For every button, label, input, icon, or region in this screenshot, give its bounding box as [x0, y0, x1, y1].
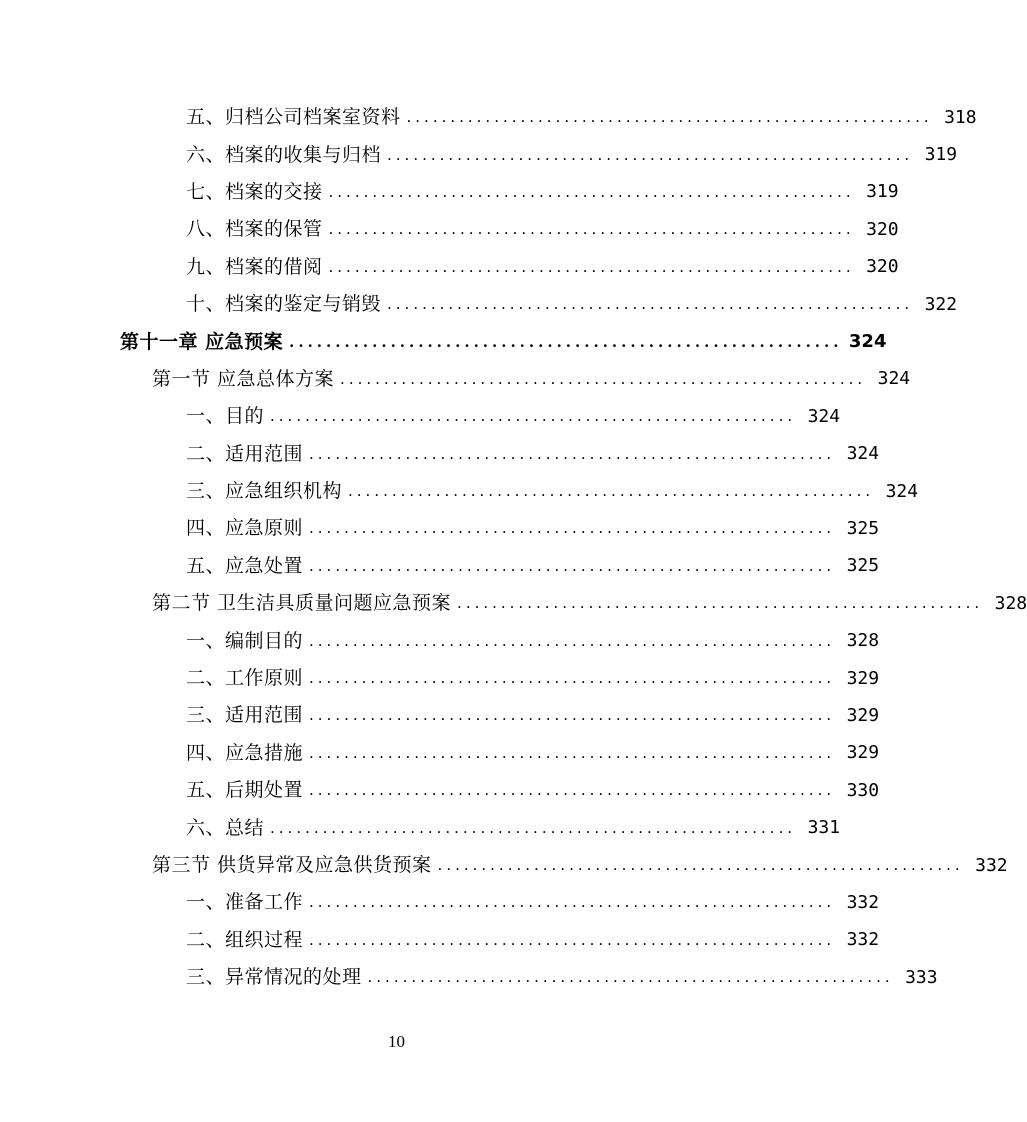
toc-entry-page: 324	[846, 443, 880, 465]
toc-entry-page: 324	[848, 331, 887, 353]
toc-item-entry	[0, 211, 899, 248]
toc-dot-leader: ............................................................	[348, 482, 875, 501]
toc-dot-leader: ............................................................	[309, 444, 836, 463]
toc-dot-leader: ............................................................	[328, 182, 855, 201]
toc-entry-page: 332	[846, 891, 880, 913]
toc-section-entry	[0, 847, 1008, 884]
toc-entry-page: 322	[924, 293, 958, 315]
toc-section-entry	[0, 585, 1027, 622]
toc-entry-page: 324	[807, 405, 841, 427]
toc-entry-title: 一、编制目的	[186, 629, 304, 652]
toc-entry-title: 五、后期处置	[186, 779, 304, 802]
toc-entry-title: 三、适用范围	[186, 704, 304, 727]
toc-entry-page: 329	[846, 742, 880, 764]
toc-entry-title: 四、应急原则	[186, 517, 304, 540]
toc-entry-page: 329	[846, 704, 880, 726]
toc-dot-leader: ............................................................	[270, 407, 797, 426]
toc-item-entry	[0, 136, 958, 173]
toc-item-entry	[0, 436, 880, 473]
toc-dot-leader: ............................................................	[309, 519, 836, 538]
toc-entry-title: 六、档案的收集与归档	[186, 143, 382, 166]
toc-entry-title: 一、准备工作	[186, 891, 304, 914]
toc-item-entry	[0, 398, 841, 435]
toc-entry-page: 320	[866, 256, 899, 278]
toc-item-entry	[0, 809, 841, 846]
toc-item-entry	[0, 697, 880, 734]
toc-entry-title: 六、总结	[186, 816, 265, 839]
toc-entry-page: 332	[975, 854, 1008, 876]
toc-dot-leader: ............................................................	[328, 257, 855, 276]
toc-entry-page: 333	[905, 966, 938, 988]
toc-entry-page: 318	[944, 106, 977, 128]
toc-entry-page: 332	[846, 929, 880, 951]
toc-item-entry	[0, 473, 919, 510]
toc-entry-title: 九、档案的借阅	[186, 255, 323, 278]
toc-entry-title: 五、归档公司档案室资料	[186, 106, 401, 129]
toc-entry-title: 十、档案的鉴定与销毁	[186, 293, 382, 316]
toc-item-entry	[0, 622, 880, 659]
toc-entry-title: 五、应急处置	[186, 554, 304, 577]
toc-entry-page: 319	[924, 144, 958, 166]
toc-item-entry	[0, 772, 880, 809]
toc-dot-leader: ............................................................	[437, 856, 964, 874]
toc-item-entry	[0, 174, 899, 211]
toc-entry-page: 325	[846, 555, 880, 577]
toc-entry-page: 325	[846, 517, 880, 539]
toc-dot-leader: ............................................................	[309, 893, 836, 912]
toc-dot-leader: ............................................................	[309, 706, 836, 725]
toc-dot-leader: ............................................................	[309, 631, 836, 650]
toc-entry-page: 329	[846, 667, 880, 689]
toc-entry-page: 320	[866, 218, 899, 240]
toc-entry-title: 一、目的	[186, 405, 265, 428]
page-number: 10	[388, 1032, 405, 1051]
toc-entry-page: 331	[807, 817, 841, 839]
toc-dot-leader: ............................................................	[270, 818, 797, 837]
toc-item-entry	[0, 884, 880, 921]
toc-entry-title: 二、组织过程	[186, 928, 304, 951]
toc-entry-page: 324	[885, 480, 919, 502]
toc-item-entry	[0, 922, 880, 959]
toc-entry-title: 四、应急措施	[186, 741, 304, 764]
toc-entry-page: 328	[846, 630, 880, 652]
toc-dot-leader: ............................................................	[340, 369, 867, 388]
toc-entry-title: 第十一章 应急预案	[120, 330, 284, 353]
toc-entry-title: 八、档案的保管	[186, 218, 323, 241]
toc-dot-leader: ............................................................	[387, 145, 914, 164]
toc-item-entry	[0, 735, 880, 772]
toc-dot-leader: ............................................................	[309, 556, 836, 575]
toc-chapter-entry	[0, 323, 887, 360]
toc-entry-title: 第一节 应急总体方案	[152, 367, 335, 390]
toc-entry-page: 319	[866, 181, 899, 203]
toc-entry-title: 二、适用范围	[186, 442, 304, 465]
toc-dot-leader: ............................................................	[289, 332, 843, 351]
toc-dot-leader: ............................................................	[406, 108, 933, 127]
toc-dot-leader: ............................................................	[328, 220, 855, 239]
toc-entry-title: 第二节 卫生洁具质量问题应急预案	[152, 592, 452, 615]
toc-entry-title: 七、档案的交接	[186, 180, 323, 203]
table-of-contents	[0, 99, 1027, 996]
toc-item-entry	[0, 510, 880, 547]
toc-item-entry	[0, 548, 880, 585]
toc-item-entry	[0, 660, 880, 697]
toc-item-entry	[0, 286, 958, 323]
toc-item-entry	[0, 959, 938, 996]
toc-entry-title: 三、异常情况的处理	[186, 966, 362, 989]
toc-entry-page: 324	[877, 368, 911, 390]
toc-item-entry	[0, 99, 977, 136]
toc-dot-leader: ............................................................	[309, 743, 836, 762]
toc-dot-leader: ............................................................	[457, 594, 984, 613]
toc-dot-leader: ............................................................	[367, 968, 894, 987]
toc-dot-leader: ............................................................	[387, 295, 914, 314]
toc-dot-leader: ............................................................	[309, 930, 836, 949]
toc-item-entry	[0, 249, 899, 286]
toc-dot-leader: ............................................................	[309, 781, 836, 800]
toc-section-entry	[0, 361, 911, 398]
toc-entry-title: 第三节 供货异常及应急供货预案	[152, 854, 432, 876]
toc-entry-page: 330	[846, 779, 880, 801]
toc-entry-title: 三、应急组织机构	[186, 480, 343, 503]
toc-entry-page: 328	[994, 592, 1027, 614]
toc-dot-leader: ............................................................	[309, 669, 836, 688]
toc-entry-title: 二、工作原则	[186, 667, 304, 690]
